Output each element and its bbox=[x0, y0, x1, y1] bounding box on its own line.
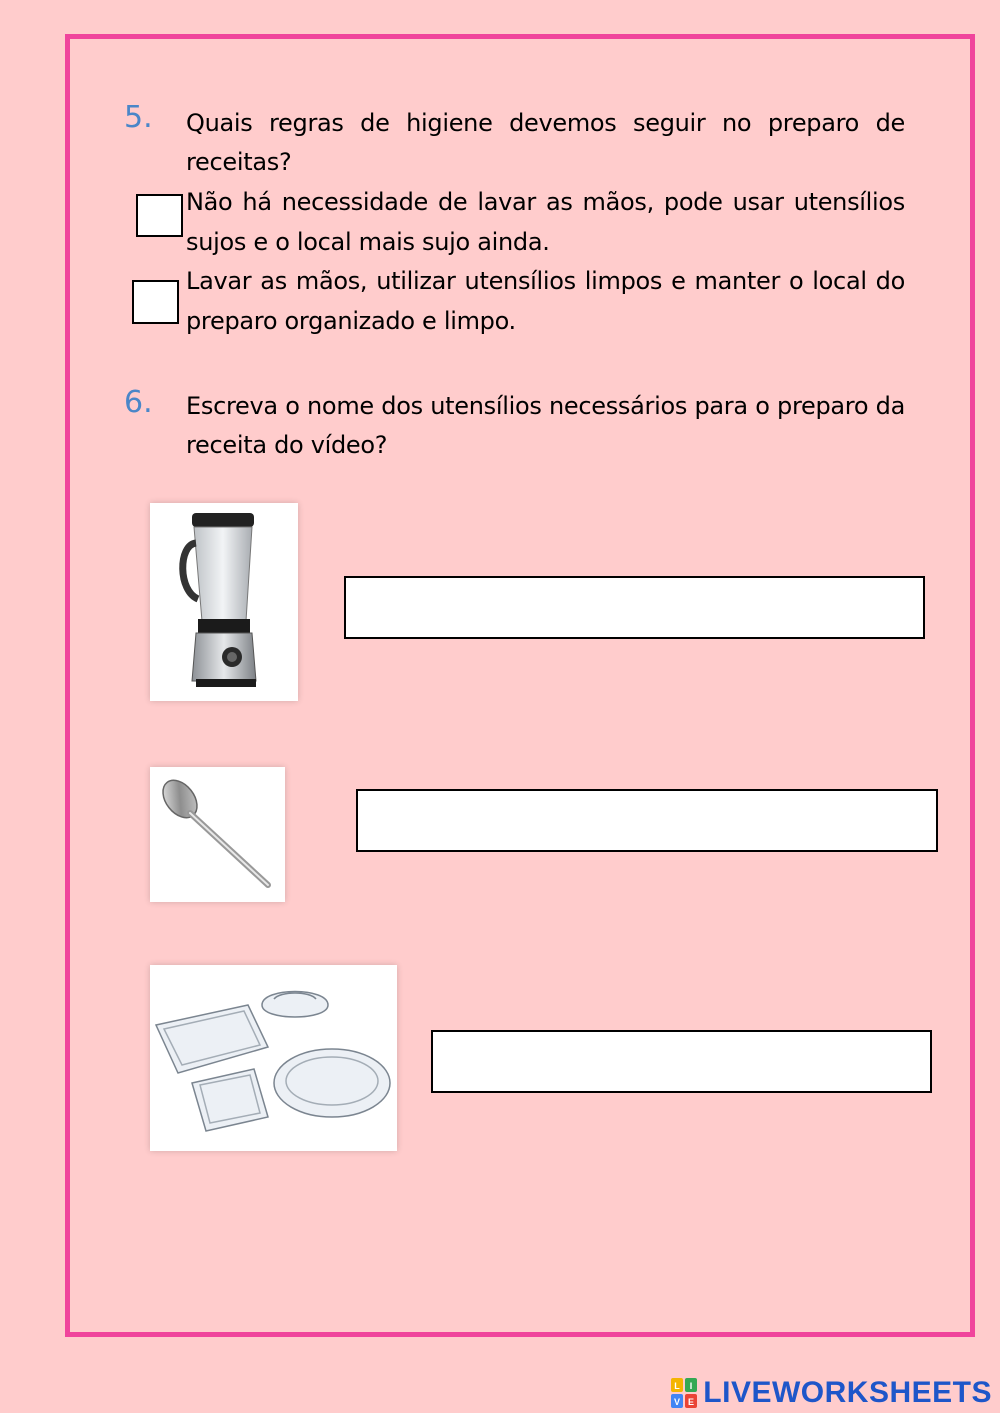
question-5-number: 5. bbox=[124, 100, 153, 135]
answer-input-2[interactable] bbox=[356, 789, 938, 852]
badge-letter: L bbox=[674, 1381, 681, 1391]
question-6-text: Escreva o nome dos utensílios necessários para o preparo da receita do vídeo? bbox=[186, 392, 905, 459]
question-6-number: 6. bbox=[124, 385, 153, 420]
glass-baking-dishes-image bbox=[150, 965, 397, 1151]
question-5-text: Quais regras de higiene devemos seguir no preparo de receitas? bbox=[186, 109, 905, 176]
liveworksheets-brand-text: LIVEWORKSHEETS bbox=[703, 1376, 992, 1409]
badge-letter: I bbox=[690, 1381, 693, 1391]
blender-image bbox=[150, 503, 298, 701]
liveworksheets-logo[interactable] bbox=[671, 1376, 992, 1410]
badge-letter: V bbox=[674, 1397, 681, 1407]
badge-letter: E bbox=[688, 1397, 695, 1407]
liveworksheets-badge-icon bbox=[671, 1378, 697, 1408]
answer-input-1[interactable] bbox=[344, 576, 925, 639]
option-checkbox-2[interactable] bbox=[132, 280, 179, 324]
option-checkbox-1[interactable] bbox=[136, 194, 183, 237]
option-text-1: Não há necessidade de lavar as mãos, pode usar utensílios sujos e o local mais sujo ainda. bbox=[186, 188, 905, 256]
spoon-image bbox=[150, 767, 285, 902]
answer-input-3[interactable] bbox=[431, 1030, 932, 1093]
option-text-2: Lavar as mãos, utilizar utensílios limpos e manter o local do preparo organizado e limpo. bbox=[186, 267, 905, 335]
